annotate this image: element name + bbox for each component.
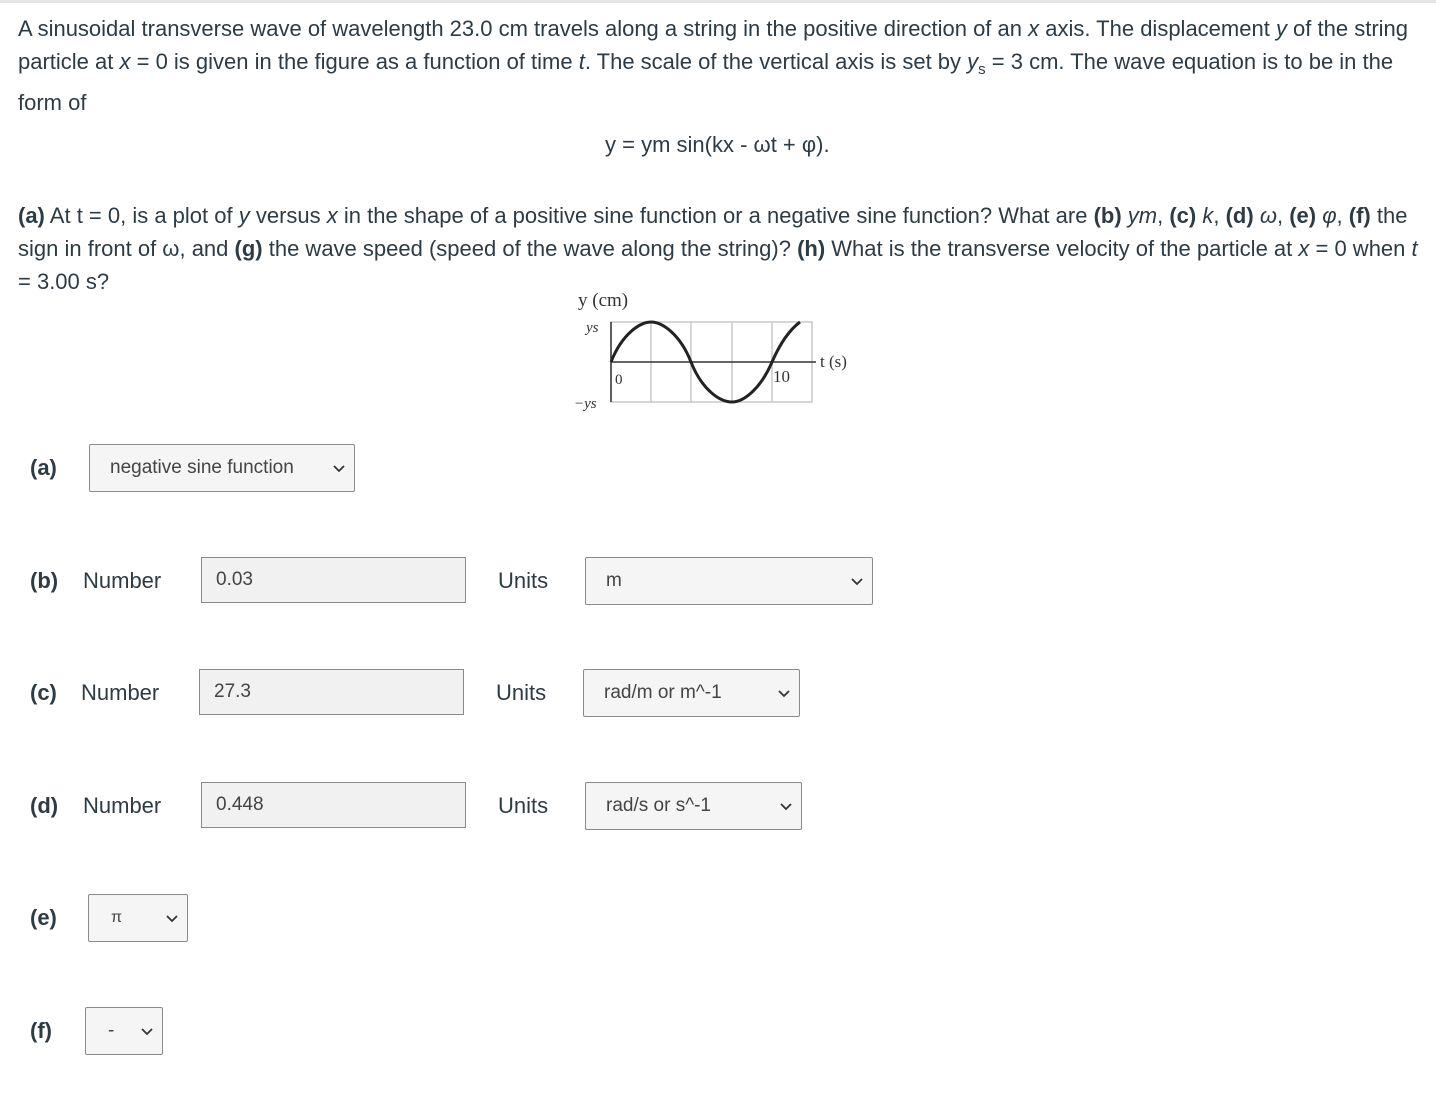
answer-c-input[interactable]: 27.3 xyxy=(199,669,464,715)
tick-ten: 10 xyxy=(773,367,790,386)
part-text: the wave speed (speed of the wave along the string)? xyxy=(262,236,798,261)
answer-b-label: (b) xyxy=(30,568,59,593)
answer-a-select[interactable] xyxy=(89,444,355,492)
question-parts: (a) At t = 0, is a plot of y versus x in the shape of a positive sine function or a negative sine function? What are (b) ym, (c) k, (d) ω, (e) φ, (f) the sign in front of ω, and (g) the wave speed (speed of the wave along the string)? (h) What is the transverse velocity of the particle at x = 0 when t = 3.00 s? xyxy=(18,203,1418,294)
wave-graph xyxy=(560,284,880,424)
equation-text: y = ym sin(kx - ωt + φ). xyxy=(605,132,830,157)
intro-var: t xyxy=(578,49,585,74)
intro-text: A sinusoidal transverse wave of wavelength 23.0 cm travels along a string in the positive direction of an xyxy=(18,16,1029,41)
y-axis-label: y (cm) xyxy=(578,290,629,311)
intro-var: y xyxy=(1275,16,1287,41)
chevron-down-icon xyxy=(779,799,793,813)
part-label: (e) xyxy=(1289,203,1317,228)
part-label: (d) xyxy=(1225,203,1254,228)
part-label: (h) xyxy=(797,236,826,261)
part-text: in the shape of a positive sine function or a negative sine function? What are xyxy=(337,203,1094,228)
part-var: ω xyxy=(1253,203,1277,228)
part-label: (b) xyxy=(1093,203,1122,228)
intro-var: x xyxy=(1028,16,1040,41)
answer-a-value: negative sine function xyxy=(110,457,294,478)
answer-b-units-word: Units xyxy=(498,568,549,593)
answer-b-input[interactable]: 0.03 xyxy=(201,557,466,603)
ys-label: ys xyxy=(586,320,599,336)
top-divider xyxy=(0,0,1436,3)
intro-text: = 3 cm. The wave equation is to be in the form of xyxy=(18,49,1394,115)
neg-ys-label: −ys xyxy=(574,396,597,412)
part-label: (c) xyxy=(1169,203,1197,228)
chevron-down-icon xyxy=(850,574,864,588)
answer-d-units-value: rad/s or s^-1 xyxy=(606,795,712,816)
answer-d-input[interactable]: 0.448 xyxy=(201,782,466,828)
answer-b-units-value: m xyxy=(606,570,622,591)
answer-d-units-select[interactable] xyxy=(585,782,802,830)
intro-text: of the string particle at xyxy=(18,16,1409,74)
chevron-down-icon xyxy=(777,686,791,700)
part-var: k xyxy=(1196,203,1214,228)
answer-f-value: - xyxy=(108,1020,115,1041)
part-label: (a) xyxy=(18,203,45,228)
answer-c-label: (c) xyxy=(30,680,57,705)
part-label: (f) xyxy=(1348,203,1371,228)
part-text: = 0 when xyxy=(1309,236,1412,261)
wave-figure xyxy=(560,284,880,424)
answer-d-units-word: Units xyxy=(498,793,549,818)
part-text: What is the transverse velocity of the particle at xyxy=(825,236,1299,261)
answer-c-units-select[interactable] xyxy=(583,669,800,717)
intro-text: . The scale of the vertical axis is set by xyxy=(584,49,968,74)
answer-a-label: (a) xyxy=(30,455,57,480)
answer-c-number-word: Number xyxy=(81,680,160,705)
answer-e-select[interactable] xyxy=(88,894,188,942)
answer-e-value: π xyxy=(111,909,123,926)
intro-var: y xyxy=(967,49,979,74)
part-text: versus xyxy=(249,203,327,228)
chevron-down-icon xyxy=(165,911,179,925)
part-var: y xyxy=(238,203,250,228)
intro-text: = 0 is given in the figure as a function of time xyxy=(130,49,579,74)
part-text: the sign in front of ω, and xyxy=(18,203,1408,261)
chevron-down-icon xyxy=(140,1024,154,1038)
chevron-down-icon xyxy=(332,461,346,475)
answer-f-select[interactable] xyxy=(85,1007,163,1055)
intro-var: x xyxy=(119,49,131,74)
part-text: At t = 0, is a plot of xyxy=(44,203,239,228)
answer-c-units-word: Units xyxy=(496,680,547,705)
answer-b-number-word: Number xyxy=(83,568,162,593)
tick-zero: 0 xyxy=(615,372,623,388)
answer-c-units-value: rad/m or m^-1 xyxy=(604,682,722,703)
t-axis-label: t (s) xyxy=(820,352,847,371)
part-var: t xyxy=(1411,236,1418,261)
part-label: (g) xyxy=(234,236,263,261)
intro-text: axis. The displacement xyxy=(1039,16,1276,41)
answer-d-label: (d) xyxy=(30,793,59,818)
answer-f-label: (f) xyxy=(30,1018,52,1043)
part-text: = 3.00 s? xyxy=(18,269,110,294)
part-var: x xyxy=(326,203,338,228)
intro-sub: s xyxy=(978,61,986,78)
question-intro xyxy=(18,12,1418,119)
answer-d-number-word: Number xyxy=(83,793,162,818)
answer-b-units-select[interactable] xyxy=(585,557,873,605)
part-var: φ xyxy=(1316,203,1337,228)
part-var: x xyxy=(1298,236,1310,261)
part-var: ym xyxy=(1121,203,1158,228)
answer-e-label: (e) xyxy=(30,905,57,930)
